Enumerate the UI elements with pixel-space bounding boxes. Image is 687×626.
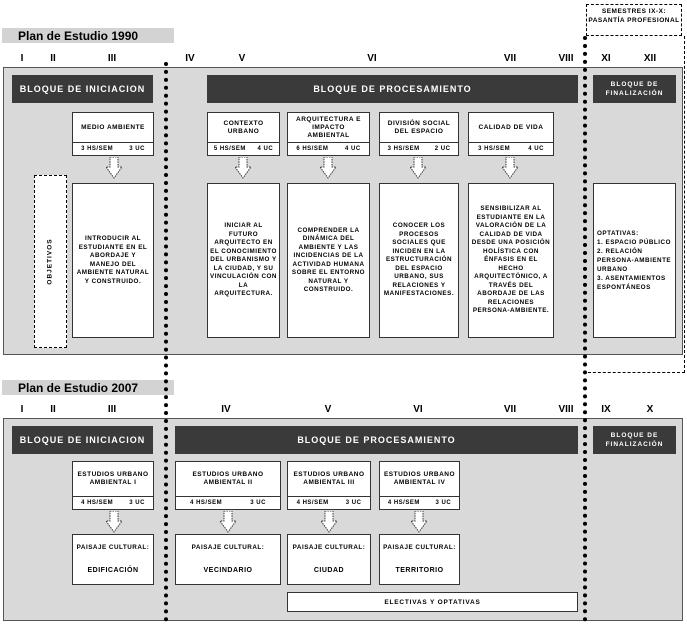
divider-line	[583, 372, 685, 373]
desc-calidad-de-vida: SENSIBILIZAR AL ESTUDIANTE EN LA VALORACIÓN DE LA CALIDAD DE VIDA DESDE UNA POSICIÓN HOLÍSTICA CON ÉNFASIS EN EL HECHO ARQUITECTÓNICO, A TRAVÉS DEL ABORDAJE DE LAS RELACIONES PERSONA-AMBIENTE.	[468, 183, 554, 338]
semester-viii: VIII	[558, 404, 574, 415]
desc-division-social: CONOCER LOS PROCESOS SOCIALES QUE INCIDEN EN LA ESTRUCTURACIÓN DEL ESPACIO URBANO, SUS RELACIONES Y MANIFESTACIONES.	[379, 183, 459, 338]
semester-vii: VII	[503, 53, 517, 64]
course-eua-4: ESTUDIOS URBANO AMBIENTAL IV 4 HS/SEM 3 UC	[379, 461, 460, 510]
course-eua-2: ESTUDIOS URBANO AMBIENTAL II 4 HS/SEM 3 UC	[175, 461, 281, 510]
plan-2007-title: Plan de Estudio 2007	[2, 380, 174, 395]
desc-contexto-urbano: INICIAR AL FUTURO ARQUITECTO EN EL CONOCIMIENTO DEL URBANISMO Y LA CIUDAD, Y SU VINCULACIÓN CON LA ARQUITECTURA.	[207, 183, 280, 338]
paisaje-edificacion: PAISAJE CULTURAL: EDIFICACIÓN	[72, 534, 154, 585]
electivas-box: ELECTIVAS Y OPTATIVAS	[287, 592, 578, 612]
objetivos-label: OBJETIVOS	[34, 175, 67, 348]
optativas-box: OPTATIVAS: 1. ESPACIO PÚBLICO 2. RELACIÓN PERSONA-AMBIENTE URBANO 3. ASENTAMIENTOS ESPONTÁNEOS	[593, 183, 676, 338]
arrow-down-icon	[502, 157, 518, 179]
course-arquitectura-impacto: ARQUITECTURA E IMPACTO AMBIENTAL 6 HS/SEM 4 UC	[287, 112, 370, 156]
divider-line	[164, 62, 168, 622]
course-medio-ambiente: MEDIO AMBIENTE 3 HS/SEM 3 UC	[72, 112, 154, 156]
course-eua-1: ESTUDIOS URBANO AMBIENTAL I 4 HS/SEM 3 UC	[72, 461, 154, 510]
divider-line	[583, 36, 587, 622]
semester-viii: VIII	[558, 53, 574, 64]
semester-ix: IX	[601, 404, 611, 415]
arrow-down-icon	[235, 157, 251, 179]
semester-vi: VI	[413, 404, 423, 415]
semester-iv: IV	[185, 53, 195, 64]
semester-x: X	[646, 404, 654, 415]
arrow-down-icon	[410, 157, 426, 179]
block-procesamiento-1990: BLOQUE DE PROCESAMIENTO	[207, 75, 578, 103]
course-division-social: DIVISIÓN SOCIAL DEL ESPACIO 3 HS/SEM 2 UC	[379, 112, 459, 156]
desc-arquitectura-impacto: COMPRENDER LA DINÁMICA DEL AMBIENTE Y LAS INCIDENCIAS DE LA ACTIVIDAD HUMANA SOBRE EL ENTORNO NATURAL Y CONSTRUIDO.	[287, 183, 370, 338]
arrow-down-icon	[220, 511, 236, 533]
semester-iv: IV	[221, 404, 231, 415]
arrow-down-icon	[106, 511, 122, 533]
block-procesamiento-2007: BLOQUE DE PROCESAMIENTO	[175, 426, 578, 454]
semester-xii: XII	[643, 53, 657, 64]
semester-vi: VI	[367, 53, 377, 64]
course-calidad-de-vida: CALIDAD DE VIDA 3 HS/SEM 4 UC	[468, 112, 554, 156]
semester-ii: II	[50, 53, 56, 64]
semester-i: I	[20, 404, 24, 415]
paisaje-territorio: PAISAJE CULTURAL: TERRITORIO	[379, 534, 460, 585]
arrow-down-icon	[411, 511, 427, 533]
semester-vii: VII	[503, 404, 517, 415]
paisaje-ciudad: PAISAJE CULTURAL: CIUDAD	[287, 534, 371, 585]
plan-1990-title: Plan de Estudio 1990	[2, 28, 174, 43]
course-contexto-urbano: CONTEXTO URBANO 5 HS/SEM 4 UC	[207, 112, 280, 156]
course-eua-3: ESTUDIOS URBANO AMBIENTAL III 4 HS/SEM 3 UC	[287, 461, 371, 510]
arrow-down-icon	[321, 511, 337, 533]
semester-iii: III	[107, 404, 117, 415]
divider-line	[684, 36, 685, 373]
semester-v: V	[324, 404, 332, 415]
block-finalizacion-1990: BLOQUE DE FINALIZACIÓN	[593, 75, 676, 103]
arrow-down-icon	[106, 157, 122, 179]
paisaje-vecindario: PAISAJE CULTURAL: VECINDARIO	[175, 534, 281, 585]
block-iniciacion-1990: BLOQUE DE INICIACION	[12, 75, 153, 103]
arrow-down-icon	[320, 157, 336, 179]
semester-v: V	[238, 53, 246, 64]
block-iniciacion-2007: BLOQUE DE INICIACION	[12, 426, 153, 454]
semester-i: I	[20, 53, 24, 64]
semester-note: SEMESTRES IX-X: PASANTÍA PROFESIONAL	[586, 4, 682, 36]
block-finalizacion-2007: BLOQUE DE FINALIZACIÓN	[593, 426, 676, 454]
semester-xi: XI	[601, 53, 611, 64]
semester-iii: III	[107, 53, 117, 64]
desc-medio-ambiente: INTRODUCIR AL ESTUDIANTE EN EL ABORDAJE Y MANEJO DEL AMBIENTE NATURAL Y CONSTRUIDO.	[72, 183, 154, 338]
semester-ii: II	[50, 404, 56, 415]
